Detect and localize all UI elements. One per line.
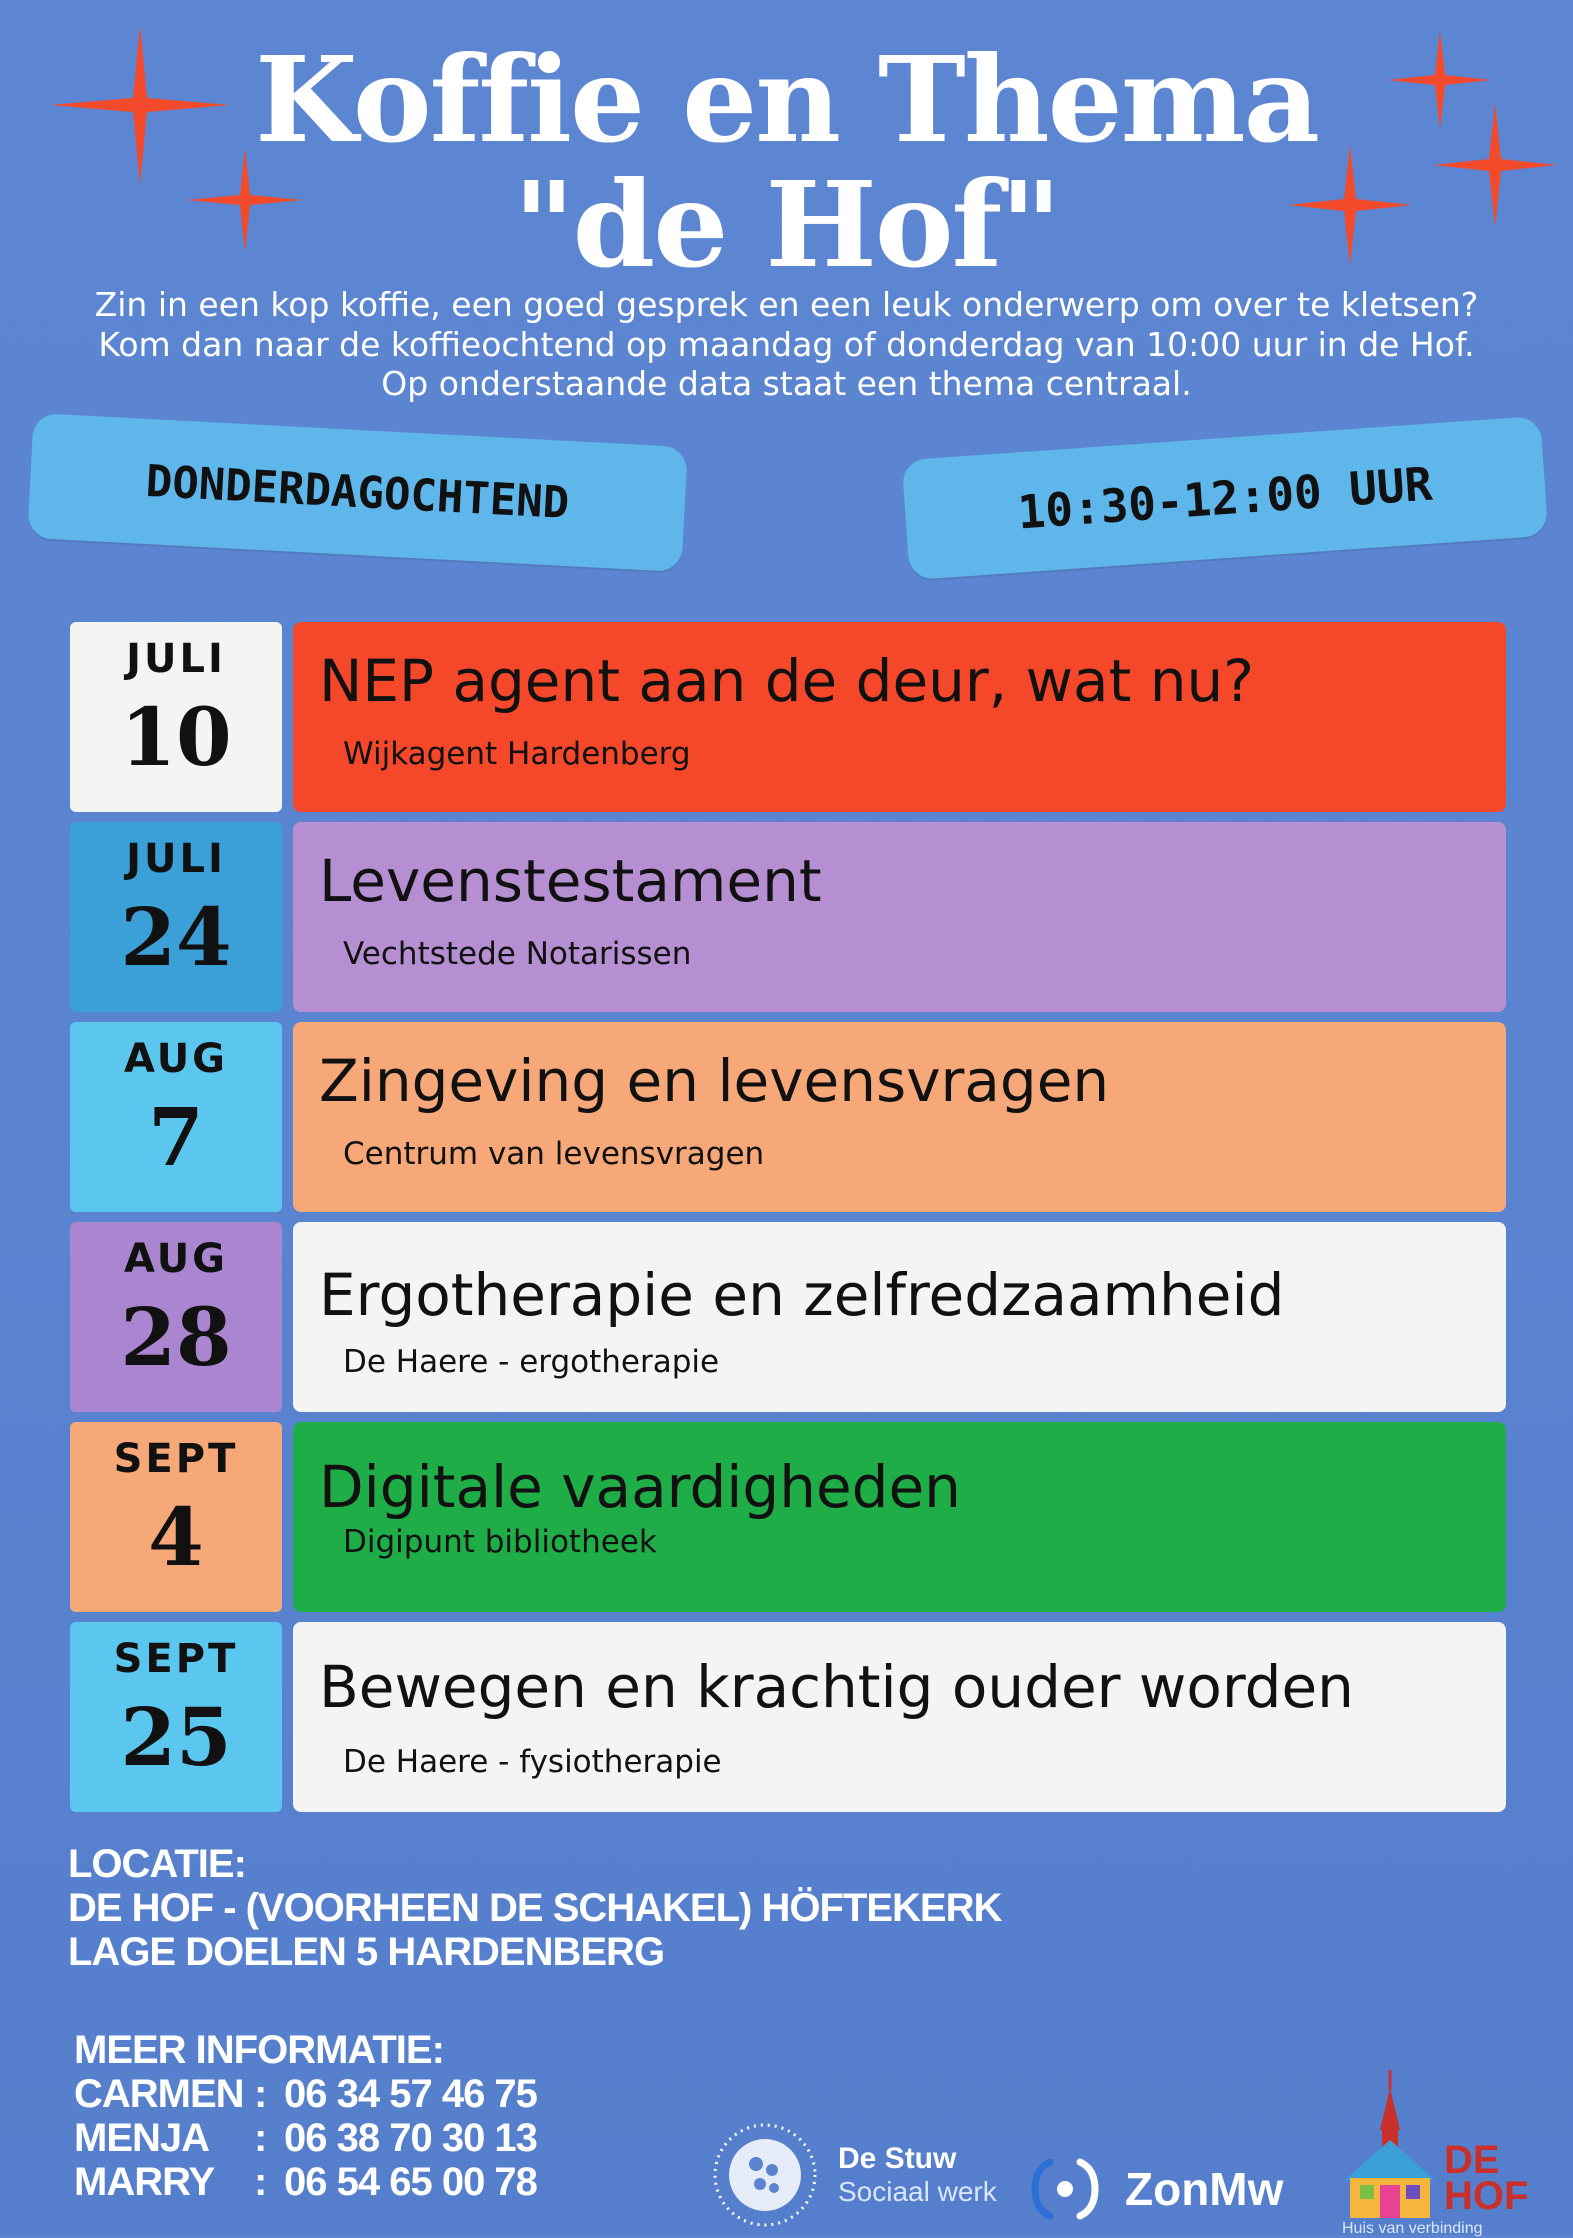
event-day: 25 (120, 1690, 232, 1784)
zonmw-signal-icon (1025, 2154, 1105, 2224)
event-row (70, 1022, 1506, 1212)
page-subtitle: "de Hof" (513, 155, 1060, 294)
event-speaker: Wijkagent Hardenberg (343, 736, 691, 772)
event-topic (293, 1222, 1506, 1412)
event-day: 24 (120, 890, 232, 984)
event-topic (293, 1422, 1506, 1612)
contact-name: CARMEN (74, 2072, 244, 2116)
contact-separator: : (254, 2160, 267, 2204)
intro-line: Op onderstaande data staat een thema centraal. (381, 364, 1192, 403)
destuw-tagline: Sociaal werk (838, 2176, 997, 2207)
intro-line: Zin in een kop koffie, een goed gesprek en een leuk onderwerp om over te kletsen? (94, 285, 1479, 324)
event-date (70, 1622, 282, 1812)
info-label: MEER INFORMATIE: (74, 2028, 444, 2072)
time-label (902, 416, 1549, 580)
page-title: Koffie en Thema (254, 30, 1319, 169)
contact-name: MARRY (74, 2160, 215, 2204)
event-month: JULI (126, 636, 226, 682)
event-month: JULI (126, 836, 226, 882)
contact-separator: : (254, 2072, 267, 2116)
event-month: AUG (123, 1236, 229, 1282)
event-title: NEP agent aan de deur, wat nu? (319, 647, 1255, 715)
event-date (70, 1022, 282, 1212)
event-topic (293, 1622, 1506, 1812)
event-title: Bewegen en krachtig ouder worden (319, 1653, 1354, 1721)
event-title: Ergotherapie en zelfredzaamheid (319, 1261, 1285, 1329)
event-topic (293, 622, 1506, 812)
event-day: 10 (120, 690, 232, 784)
contact-phone: 06 54 65 00 78 (284, 2160, 537, 2204)
event-topic (293, 822, 1506, 1012)
zonmw-name: ZonMw (1125, 2163, 1284, 2215)
event-speaker: De Haere - fysiotherapie (343, 1744, 722, 1780)
event-speaker: De Haere - ergotherapie (343, 1344, 720, 1380)
dehof-name-line1: DE (1444, 2138, 1500, 2182)
event-month: AUG (123, 1036, 229, 1082)
contact-phone: 06 34 57 46 75 (284, 2072, 537, 2116)
contact-name: MENJA (74, 2116, 210, 2160)
event-speaker: Vechtstede Notarissen (343, 936, 692, 972)
day-label-text: DONDERDAGOCHTEND (144, 455, 571, 530)
event-date (70, 822, 282, 1012)
event-speaker: Centrum van levensvragen (343, 1136, 765, 1172)
destuw-name: De Stuw (838, 2142, 957, 2175)
church-icon (1340, 2070, 1440, 2220)
event-date (70, 1422, 282, 1612)
intro-line: Kom dan naar de koffieochtend op maandag of donderdag van 10:00 uur in de Hof. (98, 325, 1475, 364)
event-title: Digitale vaardigheden (319, 1453, 961, 1521)
day-label (27, 413, 688, 572)
event-row (70, 1422, 1506, 1612)
contact-phone: 06 38 70 30 13 (284, 2116, 537, 2160)
event-date (70, 622, 282, 812)
time-label-text: 10:30-12:00 UUR (1015, 456, 1435, 540)
zonmw-logo (1025, 2150, 1325, 2230)
contact-separator: : (254, 2116, 267, 2160)
destuw-logo (710, 2120, 1010, 2230)
dehof-name-line2: HOF (1444, 2174, 1529, 2218)
location-address: DE HOF - (VOORHEEN DE SCHAKEL) HÖFTEKERK (68, 1886, 1002, 1930)
event-row (70, 1222, 1506, 1412)
event-topic (293, 1022, 1506, 1212)
destuw-emblem-icon (710, 2120, 820, 2230)
event-speaker: Digipunt bibliotheek (343, 1524, 657, 1560)
event-month: SEPT (113, 1436, 239, 1482)
event-day: 7 (148, 1090, 204, 1184)
event-row (70, 822, 1506, 1012)
event-row (70, 1622, 1506, 1812)
dehof-logo (1340, 2070, 1560, 2237)
event-day: 28 (120, 1290, 232, 1384)
event-title: Zingeving en levensvragen (319, 1047, 1110, 1115)
location-city: LAGE DOELEN 5 HARDENBERG (68, 1930, 665, 1974)
event-month: SEPT (113, 1636, 239, 1682)
event-row (70, 622, 1506, 812)
event-day: 4 (148, 1490, 204, 1584)
event-title: Levenstestament (319, 847, 822, 915)
event-date (70, 1222, 282, 1412)
dehof-tagline: Huis van verbinding (1342, 2220, 1483, 2237)
location-label: LOCATIE: (68, 1842, 246, 1886)
